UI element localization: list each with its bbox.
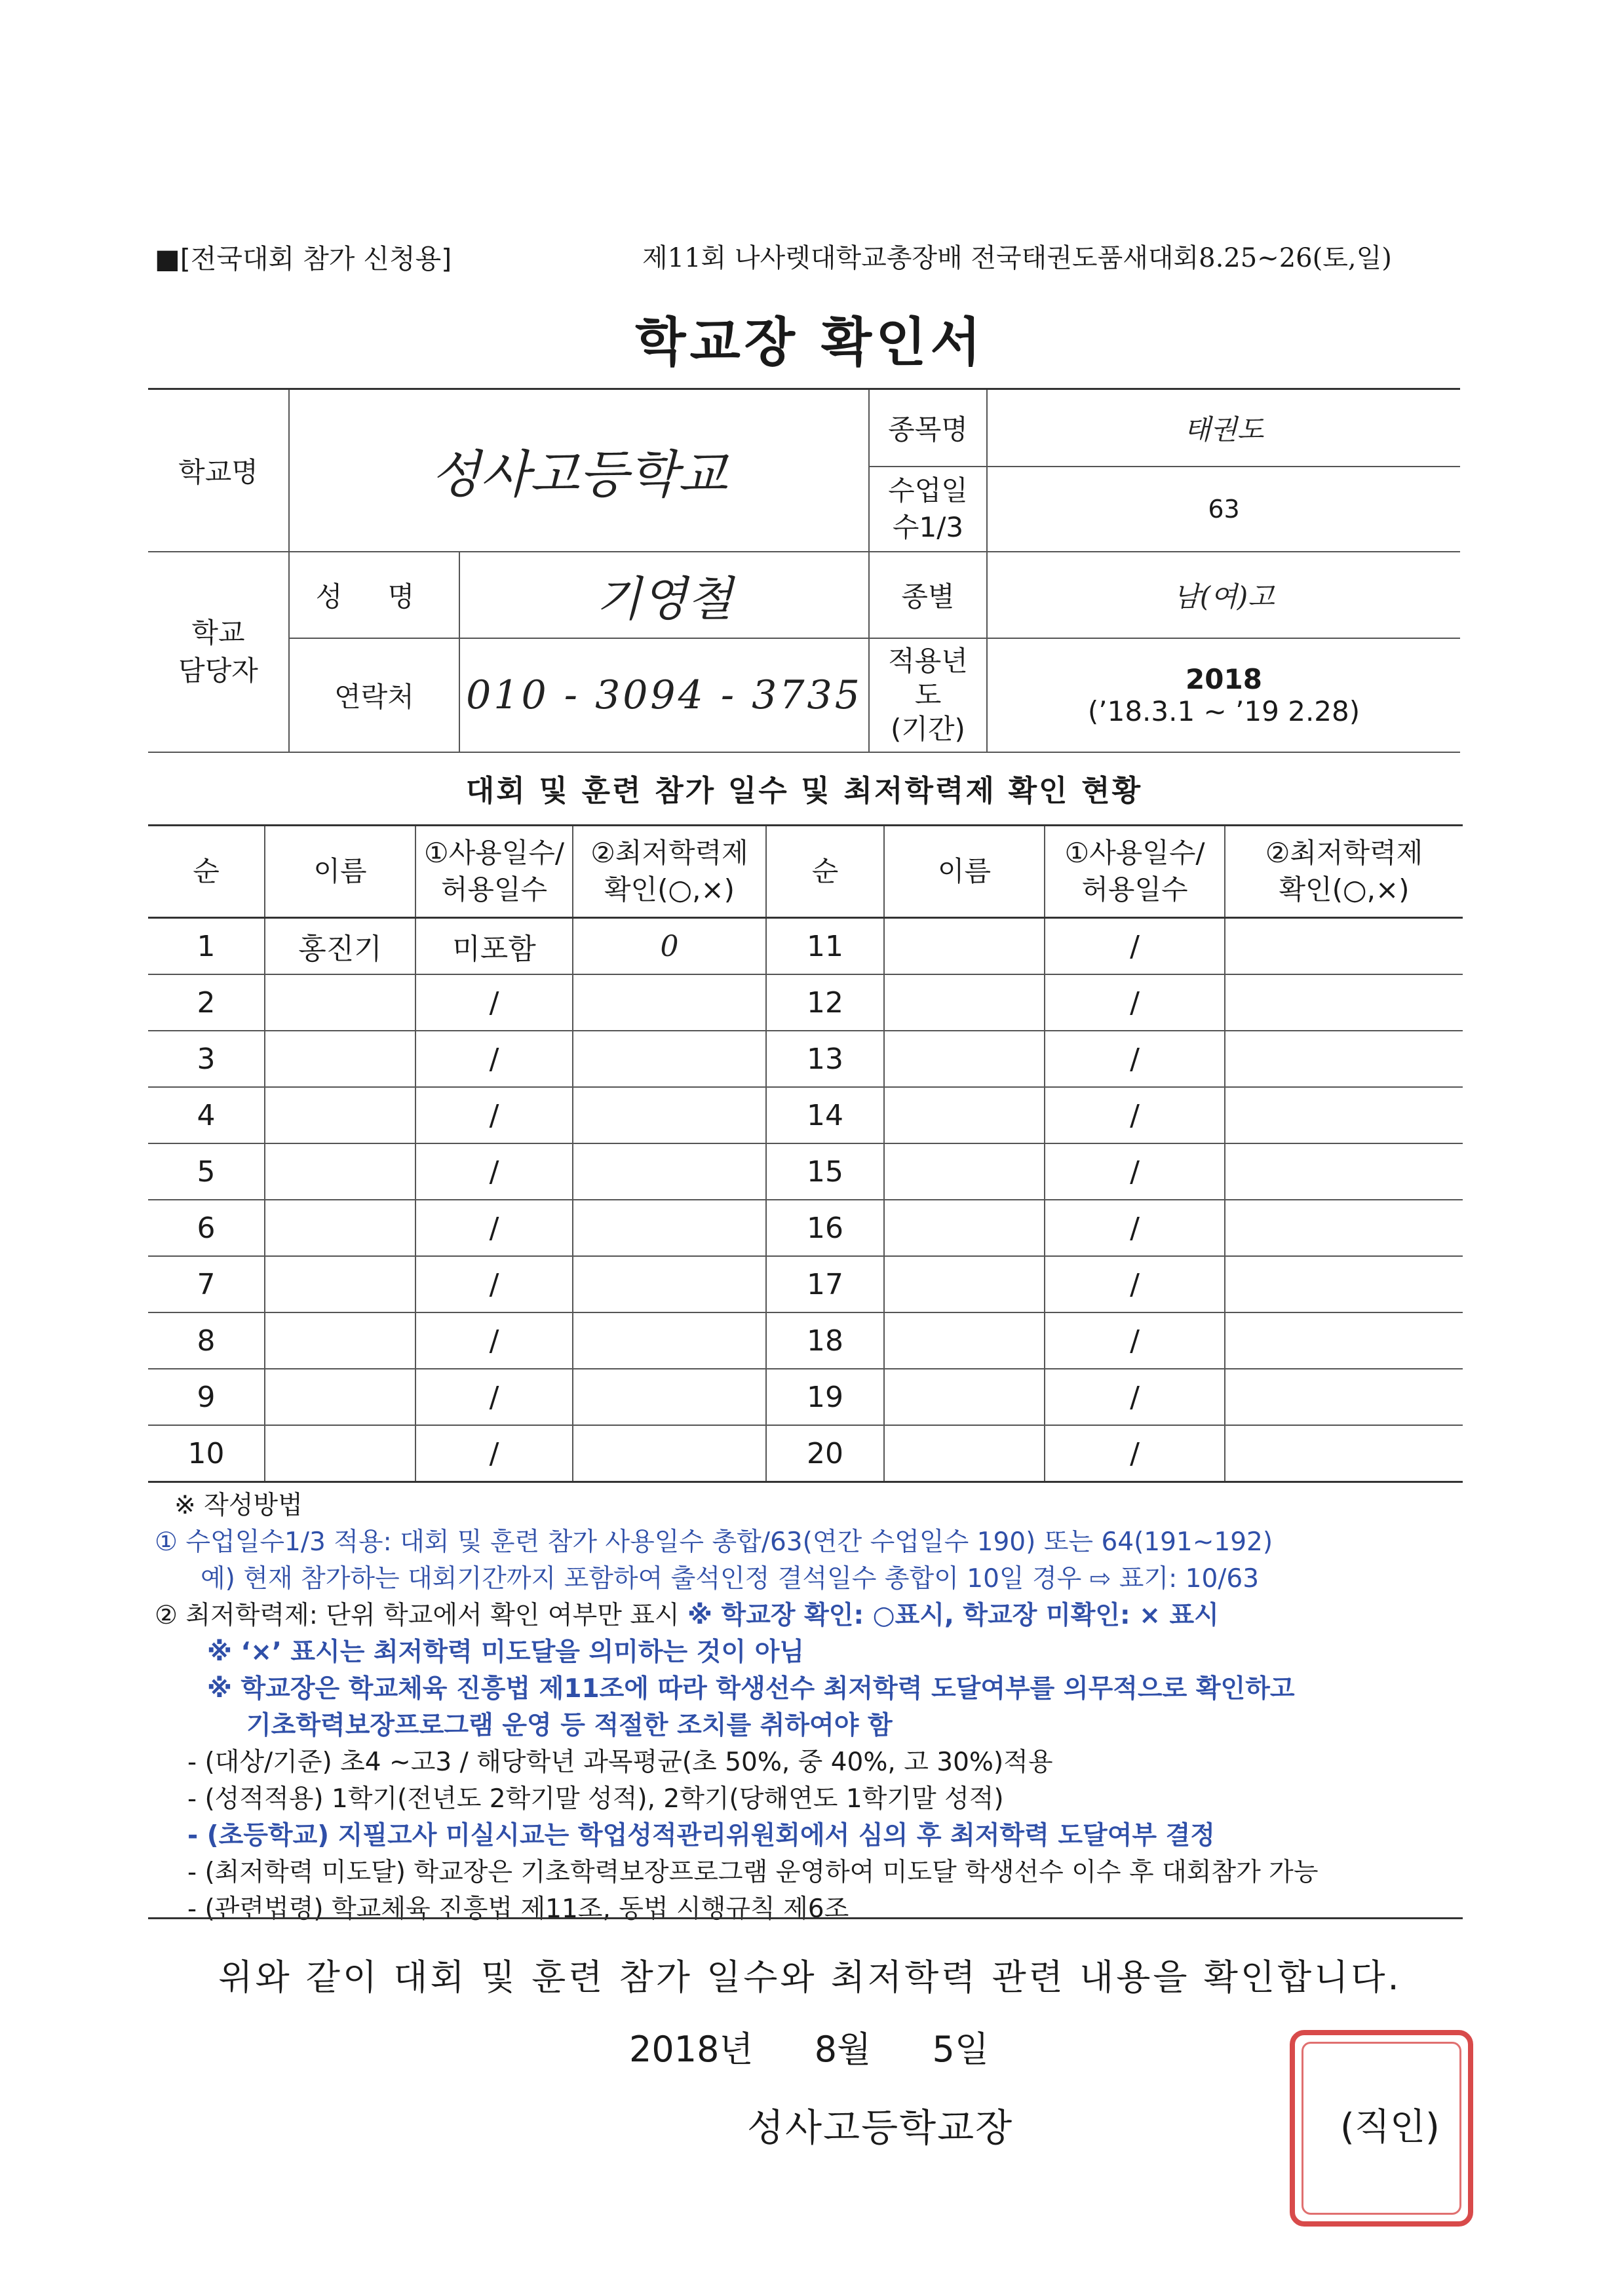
row-name-2 bbox=[884, 1087, 1045, 1143]
row-no: 10 bbox=[148, 1425, 265, 1482]
row-name: 홍진기 bbox=[265, 918, 415, 975]
row-check-2 bbox=[1225, 918, 1463, 975]
row-days: / bbox=[415, 974, 573, 1031]
row-name bbox=[265, 1031, 415, 1087]
row-days-2: / bbox=[1045, 1031, 1225, 1087]
row-no: 3 bbox=[148, 1031, 265, 1087]
row-name-2 bbox=[884, 1143, 1045, 1200]
row-days: / bbox=[415, 1143, 573, 1200]
header-no-2: 순 bbox=[766, 826, 884, 918]
note-2a: ② 최저학력제: 단위 학교에서 확인 여부만 표시 bbox=[155, 1601, 680, 1630]
row-no-2: 11 bbox=[766, 918, 884, 975]
row-name bbox=[265, 1312, 415, 1369]
row-days: / bbox=[415, 1256, 573, 1312]
row-days-2: / bbox=[1045, 974, 1225, 1031]
days-value: 63 bbox=[987, 467, 1460, 552]
row-no: 2 bbox=[148, 974, 265, 1031]
year-value: 2018 bbox=[1186, 662, 1262, 695]
note-4a: ※ 학교장은 학교체육 진흥법 제11조에 따라 학생선수 최저학력 도달여부를 의무적으로 확인하고 bbox=[207, 1674, 1295, 1704]
row-no: 7 bbox=[148, 1256, 265, 1312]
row-no: 8 bbox=[148, 1312, 265, 1369]
row-name bbox=[265, 1087, 415, 1143]
note-1a: ① 수업일수1/3 적용: 대회 및 훈련 참가 사용일수 총합/63(연간 수업일수 190) 또는 64(191~192) bbox=[155, 1527, 1273, 1557]
row-name-2 bbox=[884, 1369, 1045, 1425]
table-row bbox=[148, 1200, 1463, 1256]
page-title: 학교장 확인서 bbox=[635, 312, 985, 373]
table-row bbox=[148, 1256, 1463, 1312]
row-check-2 bbox=[1225, 1312, 1463, 1369]
date-day: 5일 bbox=[932, 2029, 989, 2070]
principal-name: 성사고등학교장 bbox=[747, 2105, 1014, 2150]
bullet-3: - (초등학교) 지필고사 미실시교는 학업성적관리위원회에서 심의 후 최저학력 도달여부 결정 bbox=[187, 1821, 1215, 1850]
note-2b: ※ 학교장 확인: ○표시, 학교장 미확인: × 표시 bbox=[687, 1601, 1219, 1630]
row-no: 9 bbox=[148, 1369, 265, 1425]
row-no-2: 20 bbox=[766, 1425, 884, 1482]
row-check-2 bbox=[1225, 1256, 1463, 1312]
contact-value: 010 - 3094 - 3735 bbox=[459, 638, 869, 752]
divider bbox=[148, 1917, 1463, 1919]
row-name-2 bbox=[884, 1200, 1045, 1256]
seal-label: (직인) bbox=[1340, 2106, 1440, 2149]
row-name-2 bbox=[884, 1312, 1045, 1369]
row-name bbox=[265, 1256, 415, 1312]
row-days-2: / bbox=[1045, 918, 1225, 975]
table-row bbox=[148, 1425, 1463, 1482]
table-row bbox=[148, 974, 1463, 1031]
gender-label: 종별 bbox=[869, 552, 987, 638]
confirmation-statement: 위와 같이 대회 및 훈련 참가 일수와 최저학력 관련 내용을 확인합니다. bbox=[218, 1957, 1402, 1998]
row-check-2 bbox=[1225, 1200, 1463, 1256]
row-days-2: / bbox=[1045, 1369, 1225, 1425]
row-check-2 bbox=[1225, 1425, 1463, 1482]
row-days: 미포함 bbox=[415, 918, 573, 975]
row-name-2 bbox=[884, 974, 1045, 1031]
date-year: 2018년 bbox=[629, 2029, 754, 2070]
gender-value: 남(여)고 bbox=[987, 552, 1460, 638]
row-check-2 bbox=[1225, 974, 1463, 1031]
row-check-2 bbox=[1225, 1087, 1463, 1143]
form-type-label: ■[전국대회 참가 신청용] bbox=[155, 243, 452, 275]
roster-title: 대회 및 훈련 참가 일수 및 최저학력제 확인 현황 bbox=[465, 773, 1143, 808]
row-check bbox=[573, 1256, 766, 1312]
table-row bbox=[148, 918, 1463, 975]
instructions bbox=[155, 1487, 1465, 1928]
row-days-2: / bbox=[1045, 1143, 1225, 1200]
row-name-2 bbox=[884, 1425, 1045, 1482]
header-check-2: ②최저학력제 확인(○,×) bbox=[1225, 826, 1463, 918]
header-name-2: 이름 bbox=[884, 826, 1045, 918]
row-days: / bbox=[415, 1312, 573, 1369]
header-name: 이름 bbox=[265, 826, 415, 918]
row-no-2: 14 bbox=[766, 1087, 884, 1143]
issue-date bbox=[629, 2021, 1039, 2072]
row-name-2 bbox=[884, 1031, 1045, 1087]
header-check: ②최저학력제 확인(○,×) bbox=[573, 826, 766, 918]
table-row bbox=[148, 1143, 1463, 1200]
name-label: 성 명 bbox=[289, 552, 459, 638]
header-days: ①사용일수/ 허용일수 bbox=[415, 826, 573, 918]
row-check-2 bbox=[1225, 1143, 1463, 1200]
sport-value: 태권도 bbox=[987, 389, 1460, 467]
row-check bbox=[573, 1312, 766, 1369]
row-no: 1 bbox=[148, 918, 265, 975]
row-check bbox=[573, 1031, 766, 1087]
row-days-2: / bbox=[1045, 1256, 1225, 1312]
row-check bbox=[573, 1087, 766, 1143]
row-no-2: 15 bbox=[766, 1143, 884, 1200]
note-3: ※ ‘×’ 표시는 최저학력 미도달을 의미하는 것이 아님 bbox=[207, 1637, 805, 1667]
header-days-2: ①사용일수/ 허용일수 bbox=[1045, 826, 1225, 918]
row-no-2: 12 bbox=[766, 974, 884, 1031]
row-no: 5 bbox=[148, 1143, 265, 1200]
year-cell bbox=[987, 638, 1460, 752]
row-no-2: 18 bbox=[766, 1312, 884, 1369]
table-row bbox=[148, 1369, 1463, 1425]
row-no: 6 bbox=[148, 1200, 265, 1256]
row-no-2: 13 bbox=[766, 1031, 884, 1087]
row-no-2: 19 bbox=[766, 1369, 884, 1425]
row-no-2: 17 bbox=[766, 1256, 884, 1312]
table-row bbox=[148, 1031, 1463, 1087]
row-name-2 bbox=[884, 918, 1045, 975]
school-value: 성사고등학교 bbox=[289, 389, 869, 552]
row-days: / bbox=[415, 1369, 573, 1425]
school-label: 학교명 bbox=[148, 389, 289, 552]
row-check-2 bbox=[1225, 1031, 1463, 1087]
row-check bbox=[573, 1200, 766, 1256]
notes-heading: ※ 작성방법 bbox=[174, 1491, 303, 1520]
row-name bbox=[265, 1369, 415, 1425]
row-check: 0 bbox=[573, 918, 766, 975]
info-table bbox=[148, 388, 1460, 753]
note-1b: 예) 현재 참가하는 대회기간까지 포함하여 출석인정 결석일수 총합이 10일 경우 ⇨ 표기: 10/63 bbox=[201, 1564, 1260, 1594]
row-name bbox=[265, 974, 415, 1031]
roster-table bbox=[148, 824, 1463, 1483]
row-days-2: / bbox=[1045, 1200, 1225, 1256]
row-check bbox=[573, 974, 766, 1031]
row-check bbox=[573, 1143, 766, 1200]
bullet-1: - (대상/기준) 초4 ~고3 / 해당학년 과목평균(초 50%, 중 40%, 고 30%)적용 bbox=[187, 1748, 1053, 1777]
header-no: 순 bbox=[148, 826, 265, 918]
row-days-2: / bbox=[1045, 1087, 1225, 1143]
date-month: 8월 bbox=[814, 2029, 872, 2070]
row-name bbox=[265, 1200, 415, 1256]
bullet-4: - (최저학력 미도달) 학교장은 기초학력보장프로그램 운영하여 미도달 학생선수 이수 후 대회참가 가능 bbox=[187, 1858, 1319, 1887]
row-no-2: 16 bbox=[766, 1200, 884, 1256]
sport-label: 종목명 bbox=[869, 389, 987, 467]
year-label: 적용년 도 (기간) bbox=[869, 638, 987, 752]
row-days: / bbox=[415, 1087, 573, 1143]
period-value: (’18.3.1 ~ ’19 2.28) bbox=[1087, 695, 1360, 727]
table-row bbox=[148, 1087, 1463, 1143]
contact-label: 연락처 bbox=[289, 638, 459, 752]
row-no: 4 bbox=[148, 1087, 265, 1143]
row-name bbox=[265, 1143, 415, 1200]
row-name-2 bbox=[884, 1256, 1045, 1312]
row-name bbox=[265, 1425, 415, 1482]
days-label: 수업일 수1/3 bbox=[869, 467, 987, 552]
bullet-2: - (성적적용) 1학기(전년도 2학기말 성적), 2학기(당해연도 1학기말 성적) bbox=[187, 1784, 1004, 1814]
table-row bbox=[148, 1312, 1463, 1369]
row-days: / bbox=[415, 1031, 573, 1087]
name-value: 기영철 bbox=[459, 552, 869, 638]
event-title: 제11회 나사렛대학교총장배 전국태권도품새대회8.25~26(토,일) bbox=[642, 243, 1392, 273]
row-days-2: / bbox=[1045, 1312, 1225, 1369]
row-check-2 bbox=[1225, 1369, 1463, 1425]
bullet-5: - (관련법령) 학교체육 진흥법 제11조, 동법 시행규칙 제6조 bbox=[187, 1894, 849, 1924]
row-check bbox=[573, 1369, 766, 1425]
roster-header-row bbox=[148, 826, 1463, 918]
note-2 bbox=[155, 1598, 1465, 1634]
row-check bbox=[573, 1425, 766, 1482]
note-4b: 기초학력보장프로그램 운영 등 적절한 조치를 취하여야 함 bbox=[246, 1711, 893, 1740]
row-days: / bbox=[415, 1200, 573, 1256]
manager-label: 학교 담당자 bbox=[148, 552, 289, 752]
row-days: / bbox=[415, 1425, 573, 1482]
row-days-2: / bbox=[1045, 1425, 1225, 1482]
